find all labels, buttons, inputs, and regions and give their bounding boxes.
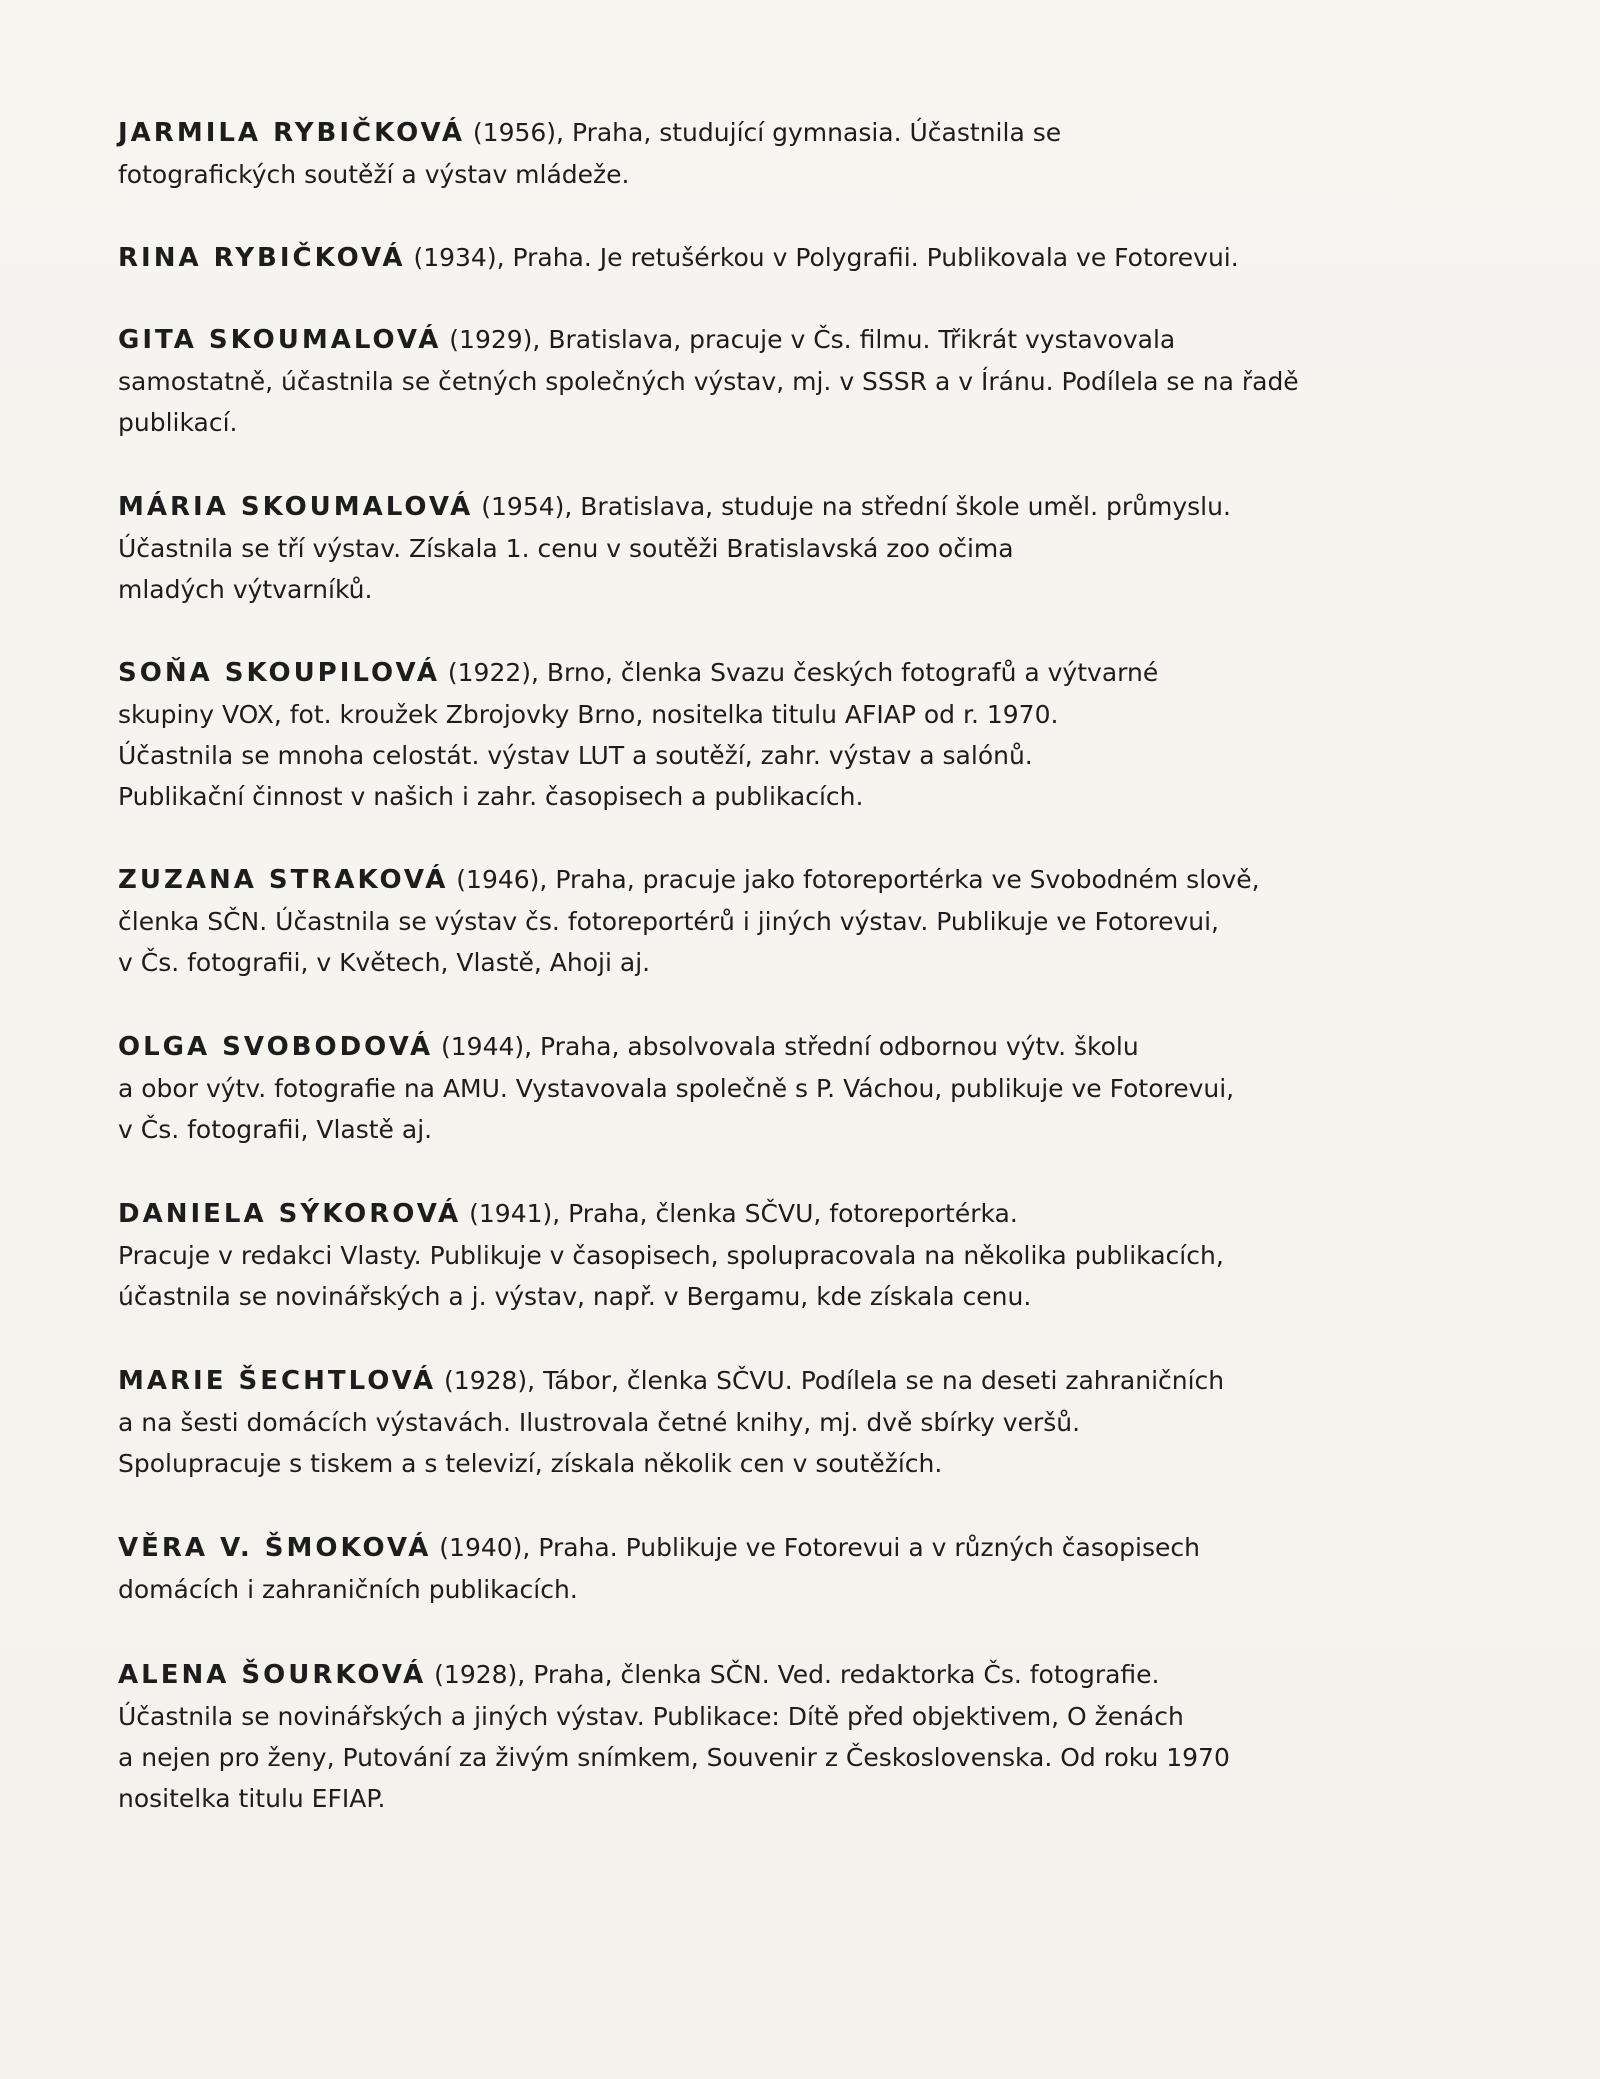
entry-text: mladých výtvarníků. (118, 575, 373, 604)
person-name: SOŇA SKOUPILOVÁ (118, 658, 440, 688)
entry-text: Účastnila se tří výstav. Získala 1. cenu v soutěži Bratislavská zoo očima (118, 534, 1014, 563)
entry-line (118, 652, 1438, 694)
biography-entry (118, 652, 1438, 817)
entry-text: účastnila se novinářských a j. výstav, např. v Bergamu, kde získala cenu. (118, 1282, 1032, 1311)
person-name: JARMILA RYBIČKOVÁ (118, 118, 465, 148)
biography-entry (118, 859, 1438, 983)
biography-list (118, 112, 1438, 1819)
entry-text: publikací. (118, 408, 238, 437)
entry-text: skupiny VOX, fot. kroužek Zbrojovky Brno, nositelka titulu AFIAP od r. 1970. (118, 700, 1059, 729)
entry-text: (1928), Praha, členka SČN. Ved. redaktorka Čs. fotografie. (426, 1660, 1160, 1689)
entry-line (118, 486, 1438, 528)
entry-text: Účastnila se mnoha celostát. výstav LUT a soutěží, zahr. výstav a salónů. (118, 741, 1033, 770)
entry-text: (1928), Tábor, členka SČVU. Podílela se na deseti zahraničních (436, 1366, 1225, 1395)
entry-text: Pracuje v redakci Vlasty. Publikuje v časopisech, spolupracovala na několika publikacích, (118, 1241, 1224, 1270)
entry-text: (1940), Praha. Publikuje ve Fotorevui a v různých časopisech (431, 1533, 1200, 1562)
entry-text: členka SČN. Účastnila se výstav čs. fotoreportérů i jiných výstav. Publikuje ve Fotorevui, (118, 907, 1219, 936)
biography-entry (118, 319, 1438, 443)
person-name: GITA SKOUMALOVÁ (118, 325, 442, 355)
person-name: ALENA ŠOURKOVÁ (118, 1660, 427, 1690)
biography-entry (118, 1193, 1438, 1317)
entry-line (118, 1193, 1438, 1235)
biography-entry (118, 237, 1438, 279)
entry-line (118, 112, 1438, 154)
entry-text: v Čs. fotografii, v Květech, Vlastě, Ahoji aj. (118, 948, 651, 977)
biography-entry (118, 1360, 1438, 1484)
biography-entry (118, 486, 1438, 610)
entry-text: (1934), Praha. Je retušérkou v Polygrafii. Publikovala ve Fotorevui. (405, 243, 1239, 272)
entry-text: nositelka titulu EFIAP. (118, 1784, 386, 1813)
entry-line (118, 1527, 1438, 1569)
entry-text: domácích i zahraničních publikacích. (118, 1575, 578, 1604)
person-name: OLGA SVOBODOVÁ (118, 1032, 434, 1062)
entry-text: a nejen pro ženy, Putování za živým snímkem, Souvenir z Československa. Od roku 1970 (118, 1743, 1230, 1772)
person-name: MARIE ŠECHTLOVÁ (118, 1366, 437, 1396)
entry-line (118, 1654, 1438, 1696)
entry-line (118, 859, 1438, 901)
entry-text: Publikační činnost v našich i zahr. časopisech a publikacích. (118, 782, 864, 811)
entry-text: (1922), Brno, členka Svazu českých fotografů a výtvarné (439, 658, 1159, 687)
person-name: DANIELA SÝKOROVÁ (118, 1199, 462, 1229)
biography-entry (118, 1527, 1438, 1610)
entry-text: Účastnila se novinářských a jiných výstav. Publikace: Dítě před objektivem, O ženách (118, 1702, 1184, 1731)
entry-text: a obor výtv. fotografie na AMU. Vystavovala společně s P. Váchou, publikuje ve Fotorevui, (118, 1074, 1235, 1103)
entry-line (118, 237, 1438, 279)
person-name: MÁRIA SKOUMALOVÁ (118, 492, 474, 522)
entry-text: samostatně, účastnila se četných společných výstav, mj. v SSSR a v Íránu. Podílela se na řadě (118, 367, 1299, 396)
entry-text: (1929), Bratislava, pracuje v Čs. filmu. Třikrát vystavovala (441, 325, 1176, 354)
person-name: RINA RYBIČKOVÁ (118, 243, 406, 273)
entry-line (118, 1360, 1438, 1402)
person-name: ZUZANA STRAKOVÁ (118, 865, 449, 895)
entry-line (118, 1026, 1438, 1068)
entry-text: a na šesti domácích výstavách. Ilustrovala četné knihy, mj. dvě sbírky veršů. (118, 1408, 1081, 1437)
biography-entry (118, 1026, 1438, 1150)
biography-entry (118, 112, 1438, 195)
entry-text: (1944), Praha, absolvovala střední odbornou výtv. školu (433, 1032, 1139, 1061)
person-name: VĚRA V. ŠMOKOVÁ (118, 1533, 432, 1563)
entry-text: (1941), Praha, členka SČVU, fotoreportérka. (461, 1199, 1018, 1228)
entry-text: v Čs. fotografii, Vlastě aj. (118, 1115, 433, 1144)
entry-text: Spolupracuje s tiskem a s televizí, získala několik cen v soutěžích. (118, 1449, 943, 1478)
entry-text: (1954), Bratislava, studuje na střední škole uměl. průmyslu. (473, 492, 1231, 521)
entry-line (118, 319, 1438, 361)
entry-text: (1946), Praha, pracuje jako fotoreportérka ve Svobodném slově, (448, 865, 1260, 894)
entry-text: fotografických soutěží a výstav mládeže. (118, 160, 630, 189)
biography-entry (118, 1654, 1438, 1819)
entry-text: (1956), Praha, studující gymnasia. Účastnila se (464, 118, 1062, 147)
